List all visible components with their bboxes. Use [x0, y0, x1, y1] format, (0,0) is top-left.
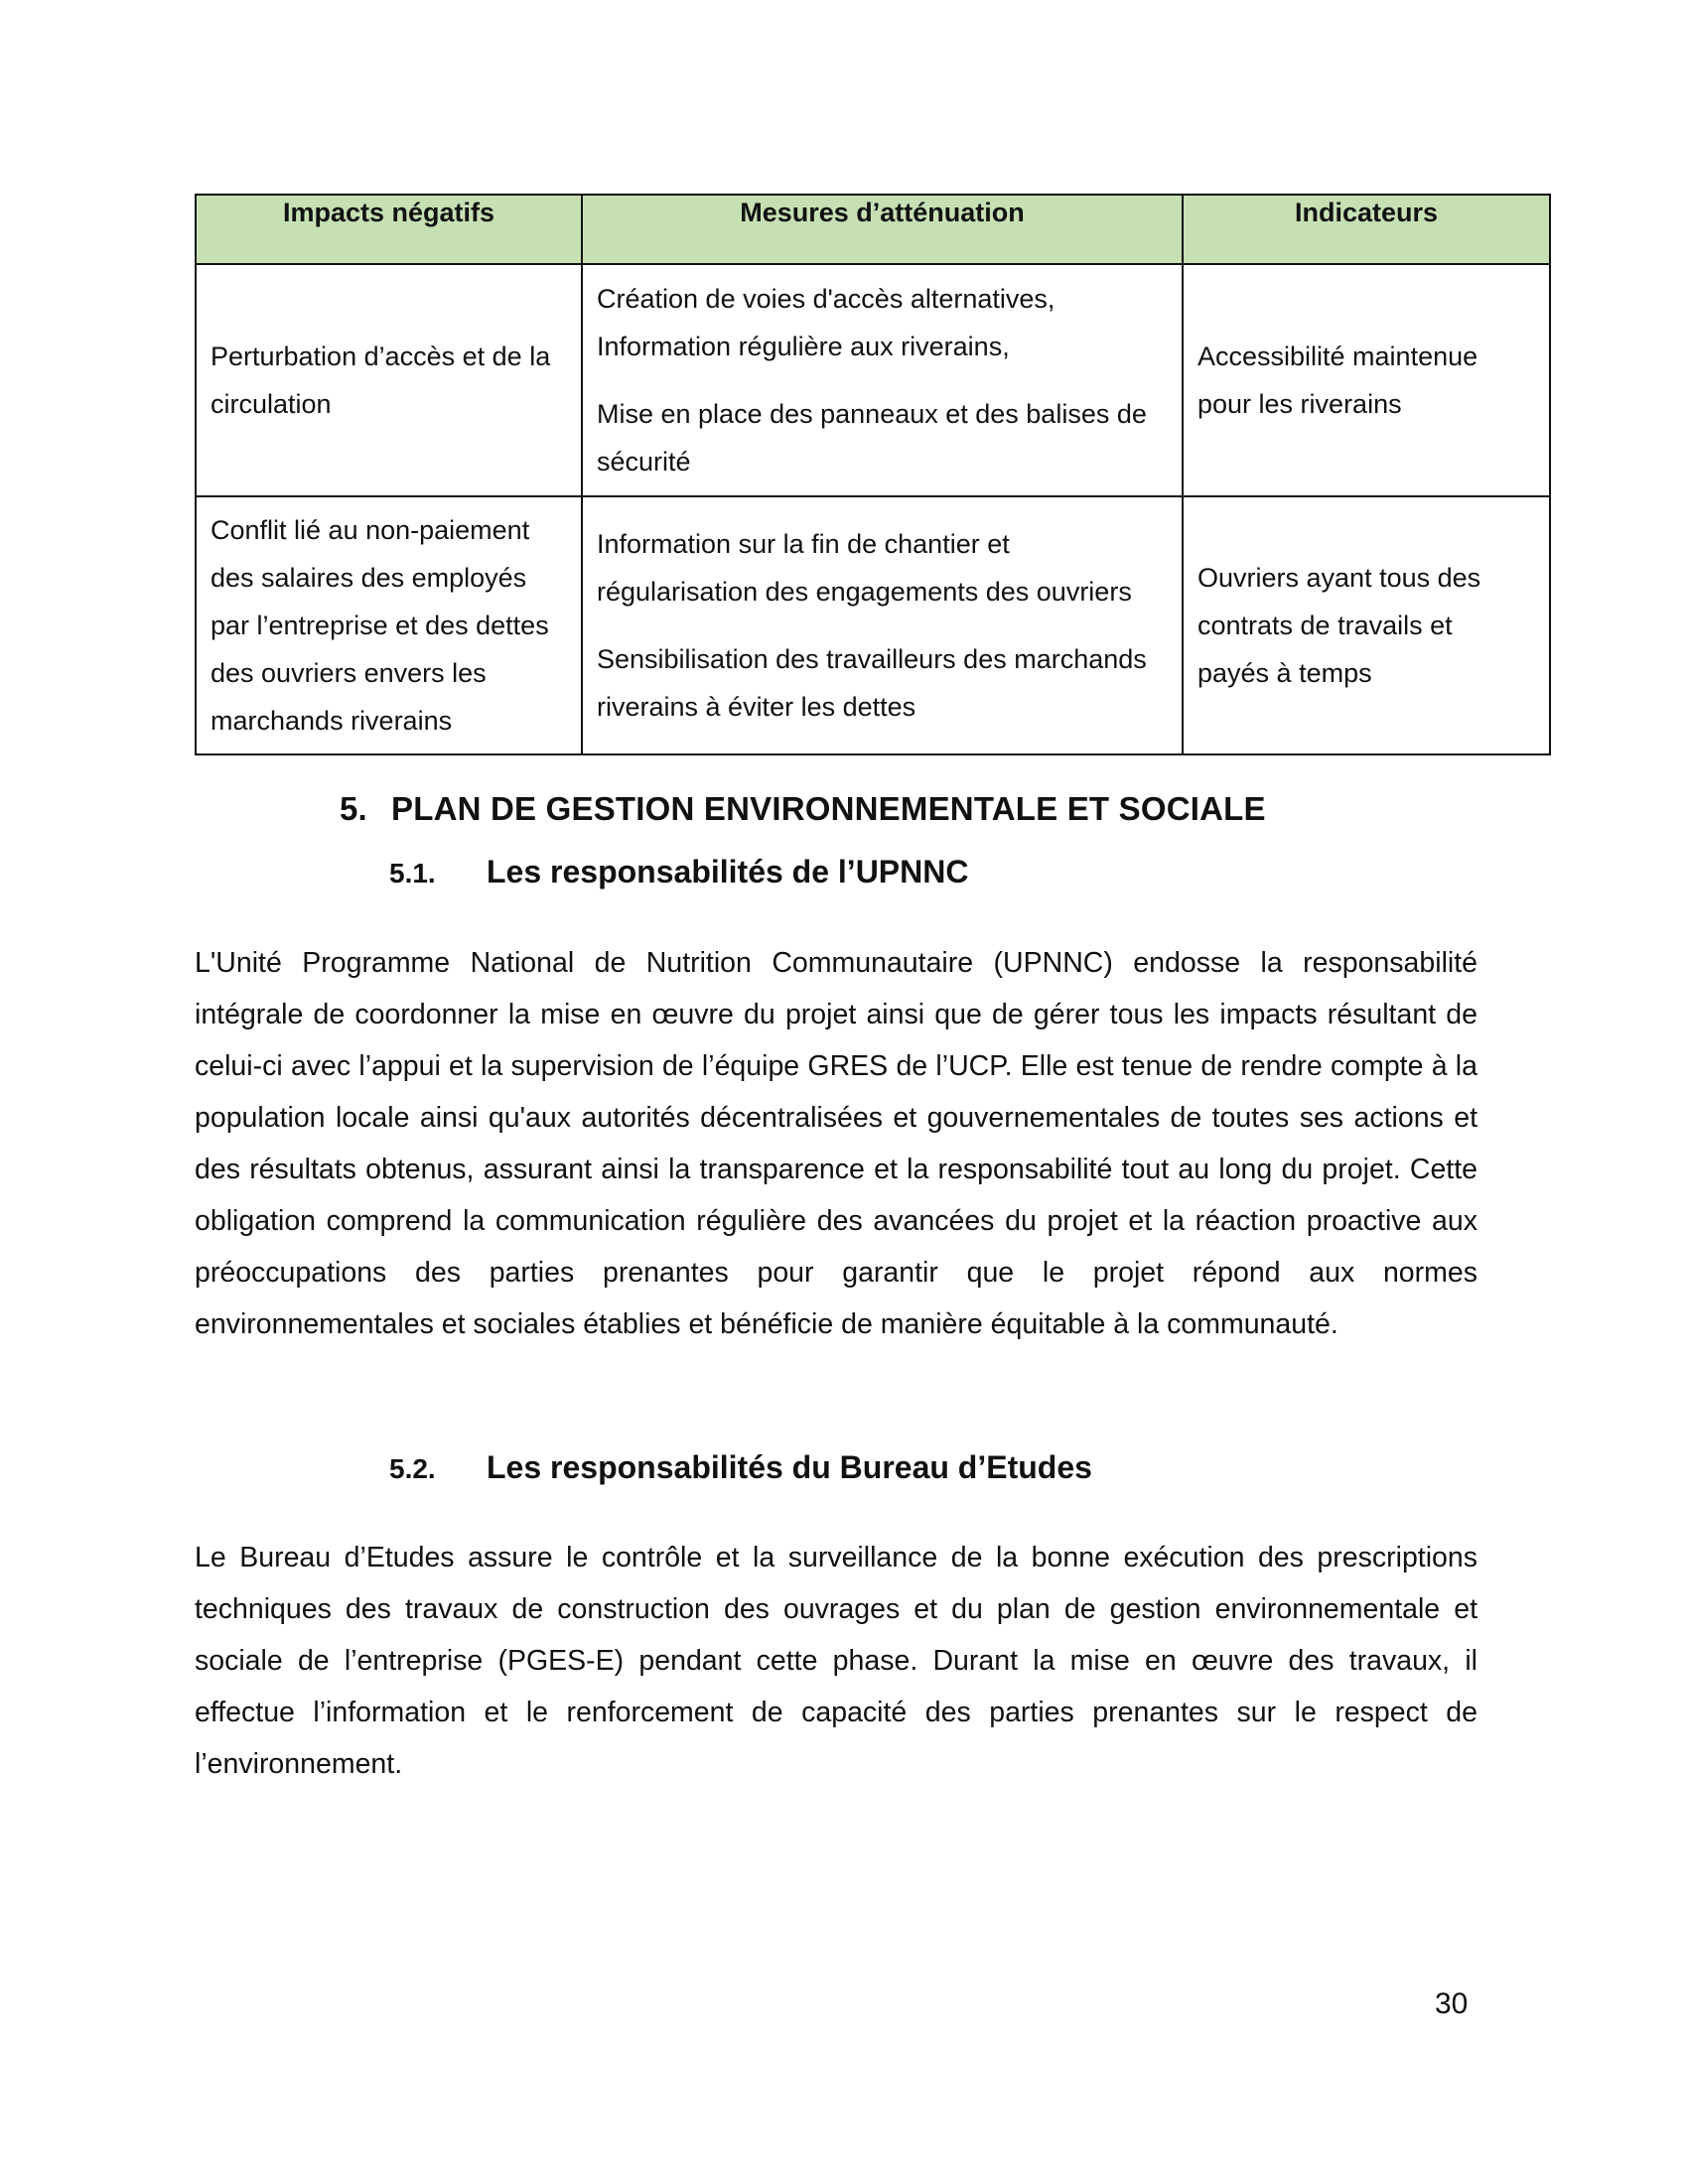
- header-indicateurs: Indicateurs: [1183, 195, 1550, 264]
- impact-text: Perturbation d’accès et de la: [211, 341, 551, 371]
- section-5-2-heading: [389, 1449, 1092, 1486]
- indicator-text: payés à temps: [1197, 658, 1372, 688]
- measure-text: régularisation des engagements des ouvriers: [597, 577, 1132, 607]
- measure-text: Sensibilisation des travailleurs des marchands: [597, 644, 1147, 674]
- subsection-title: Les responsabilités du Bureau d’Etudes: [487, 1449, 1092, 1485]
- measures-cell: [582, 496, 1183, 754]
- indicator-cell: [1183, 496, 1550, 754]
- measure-text: Création de voies d'accès alternatives,: [597, 284, 1055, 314]
- subsection-number: 5.1.: [389, 858, 436, 888]
- measure-paragraph: [597, 520, 1164, 615]
- indicator-cell: [1183, 264, 1550, 496]
- indicator-text: Accessibilité maintenue: [1197, 341, 1478, 371]
- measure-paragraph: [597, 275, 1164, 370]
- upnnc-paragraph: L'Unité Programme National de Nutrition Communautaire (UPNNC) endosse la responsabilité intégrale de coordonner la mise en œuvre du projet ainsi que de gérer tous les impacts résultant de celui-ci avec l’appui et la supervision de l’équipe GRES de l’UCP. Elle est tenue de rendre compte à la population locale ainsi qu'aux autorités décentralisées et gouvernementales de toutes ses actions et des résultats obtenus, assurant ainsi la transparence et la responsabilité tout au long du projet. Cette obligation comprend la communication régulière des avancées du projet et la réaction proactive aux préoccupations des parties prenantes pour garantir que le projet répond aux normes environnementales et sociales établies et bénéficie de manière équitable à la communauté.: [195, 947, 1477, 1340]
- measure-text: Mise en place des panneaux et des balises de: [597, 399, 1147, 429]
- indicator-text: contrats de travails et: [1197, 611, 1453, 640]
- bureau-etudes-paragraph: Le Bureau d’Etudes assure le contrôle et la surveillance de la bonne exécution des prescriptions techniques des travaux de construction des ouvrages et du plan de gestion environnementale et sociale de l’entreprise (PGES-E) pendant cette phase. Durant la mise en œuvre des travaux, il effectue l’information et le renforcement de capacité des parties prenantes sur le respect de l’environnement.: [195, 1542, 1477, 1780]
- table-row: [196, 496, 1550, 754]
- impacts-table: [195, 194, 1551, 755]
- page-number: 30: [1435, 1987, 1469, 2020]
- subsection-number: 5.2.: [389, 1453, 436, 1484]
- header-impacts: Impacts négatifs: [196, 195, 582, 264]
- section-title: PLAN DE GESTION ENVIRONNEMENTALE ET SOCIALE: [391, 790, 1266, 827]
- indicator-text: Ouvriers ayant tous des: [1197, 563, 1481, 593]
- indicator-text: pour les riverains: [1197, 389, 1402, 419]
- measure-text: sécurité: [597, 447, 691, 477]
- measure-paragraph: [597, 390, 1164, 485]
- impact-text: des salaires des employés: [211, 563, 527, 593]
- subsection-title: Les responsabilités de l’UPNNC: [487, 854, 969, 889]
- impact-cell: [196, 496, 582, 754]
- measures-cell: [582, 264, 1183, 496]
- impact-text: des ouvriers envers les: [211, 658, 487, 688]
- header-mesures: Mesures d’atténuation: [582, 195, 1183, 264]
- measure-paragraph: [597, 635, 1164, 731]
- table-row: [196, 264, 1550, 496]
- section-5-1-heading: [389, 854, 968, 890]
- table-header-row: [196, 195, 1550, 264]
- measure-text: riverains à éviter les dettes: [597, 692, 916, 722]
- section-number: 5.: [340, 790, 367, 827]
- measure-text: Information sur la fin de chantier et: [597, 529, 1010, 559]
- impact-cell: [196, 264, 582, 496]
- impact-text: Conflit lié au non-paiement: [211, 515, 530, 545]
- impact-text: circulation: [211, 389, 332, 419]
- measure-text: Information régulière aux riverains,: [597, 332, 1010, 361]
- section-5-heading: [340, 790, 1266, 828]
- impact-text: par l’entreprise et des dettes: [211, 611, 549, 640]
- impact-text: marchands riverains: [211, 706, 453, 736]
